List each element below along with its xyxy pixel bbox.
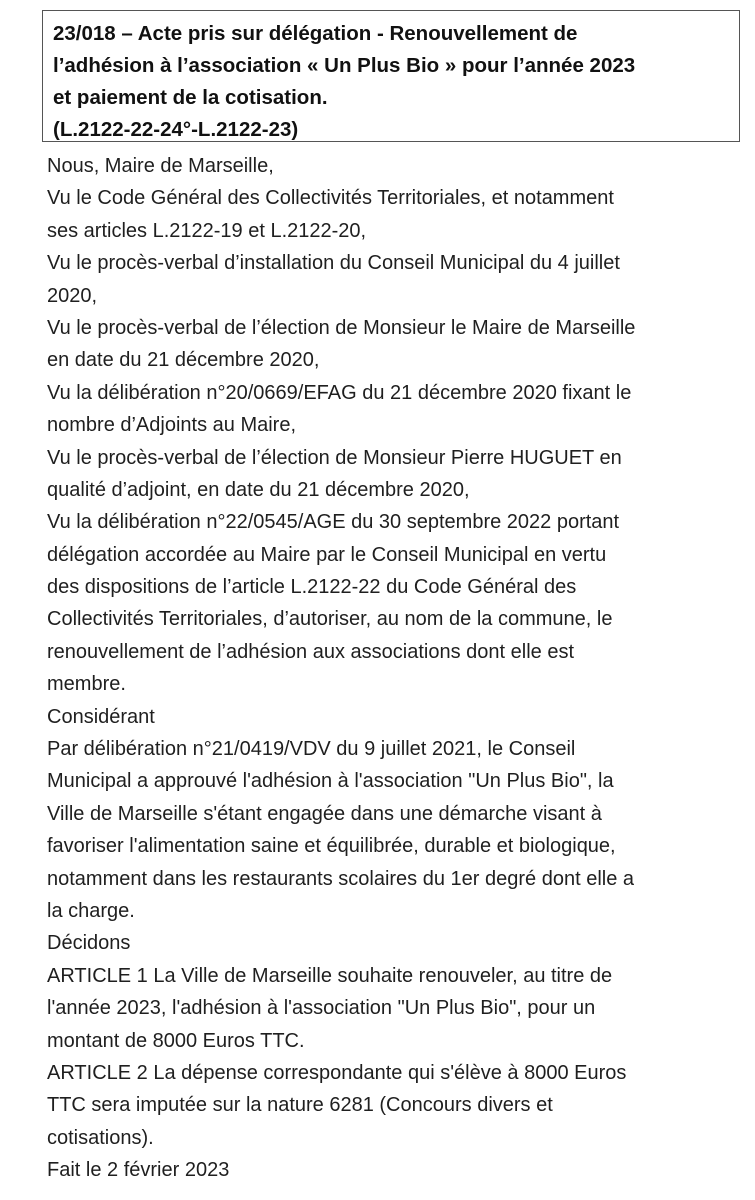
recital-line: Vu le procès-verbal de l’élection de Monsieur le Maire de Marseille <box>47 316 636 339</box>
recital-line: membre. <box>47 673 126 696</box>
considering-line: Ville de Marseille s'étant engagée dans une démarche visant à <box>47 802 602 825</box>
recital-line: renouvellement de l’adhésion aux associations dont elle est <box>47 640 575 663</box>
considering-line: Municipal a approuvé l'adhésion à l'association "Un Plus Bio", la <box>47 770 614 793</box>
considering-line: Par délibération n°21/0419/VDV du 9 juillet 2021, le Conseil <box>47 738 576 761</box>
recital-line: Vu le Code Général des Collectivités Territoriales, et notamment <box>47 187 614 210</box>
recital-line: Vu le procès-verbal d’installation du Conseil Municipal du 4 juillet <box>47 252 620 275</box>
article-2-line: ARTICLE 2 La dépense correspondante qui s'élève à 8000 Euros <box>47 1061 627 1084</box>
considering-line: la charge. <box>47 899 135 922</box>
recital-line: en date du 21 décembre 2020, <box>47 349 320 372</box>
signature-date: Fait le 2 février 2023 <box>47 1159 230 1182</box>
article-2-line: cotisations). <box>47 1126 154 1149</box>
article-1-line: ARTICLE 1 La Ville de Marseille souhaite renouveler, au titre de <box>47 964 613 987</box>
considering-line: notamment dans les restaurants scolaires du 1er degré dont elle a <box>47 867 635 890</box>
recital-line: des dispositions de l’article L.2122-22 du Code Général des <box>47 576 577 599</box>
act-title-line: et paiement de la cotisation. <box>53 86 328 109</box>
recital-line: Vu le procès-verbal de l’élection de Monsieur Pierre HUGUET en <box>47 446 622 469</box>
recital-line: nombre d’Adjoints au Maire, <box>47 414 297 437</box>
recital-line: délégation accordée au Maire par le Conseil Municipal en vertu <box>47 543 607 566</box>
considering-line: favoriser l'alimentation saine et équilibrée, durable et biologique, <box>47 835 616 858</box>
recital-line: qualité d’adjoint, en date du 21 décembre 2020, <box>47 478 470 501</box>
considering-heading: Considérant <box>47 705 155 728</box>
opening-line: Nous, Maire de Marseille, <box>47 155 274 177</box>
recital-line: Vu la délibération n°22/0545/AGE du 30 septembre 2022 portant <box>47 511 620 534</box>
act-title-reference: (L.2122-22-24°-L.2122-23) <box>53 118 299 141</box>
decision-heading: Décidons <box>47 932 131 955</box>
recital-line: Collectivités Territoriales, d’autoriser, au nom de la commune, le <box>47 608 613 631</box>
article-1-line: montant de 8000 Euros TTC. <box>47 1029 305 1052</box>
act-title-line: l’adhésion à l’association « Un Plus Bio » pour l’année 2023 <box>53 54 636 77</box>
recital-line: 2020, <box>47 284 98 307</box>
act-title-box <box>42 10 740 142</box>
article-2-line: TTC sera imputée sur la nature 6281 (Concours divers et <box>47 1094 553 1117</box>
recital-line: ses articles L.2122-19 et L.2122-20, <box>47 219 367 242</box>
act-body <box>47 150 747 1187</box>
act-title-line: 23/018 – Acte pris sur délégation - Renouvellement de <box>53 22 578 45</box>
recital-line: Vu la délibération n°20/0669/EFAG du 21 décembre 2020 fixant le <box>47 381 632 404</box>
article-1-line: l'année 2023, l'adhésion à l'association "Un Plus Bio", pour un <box>47 997 596 1020</box>
